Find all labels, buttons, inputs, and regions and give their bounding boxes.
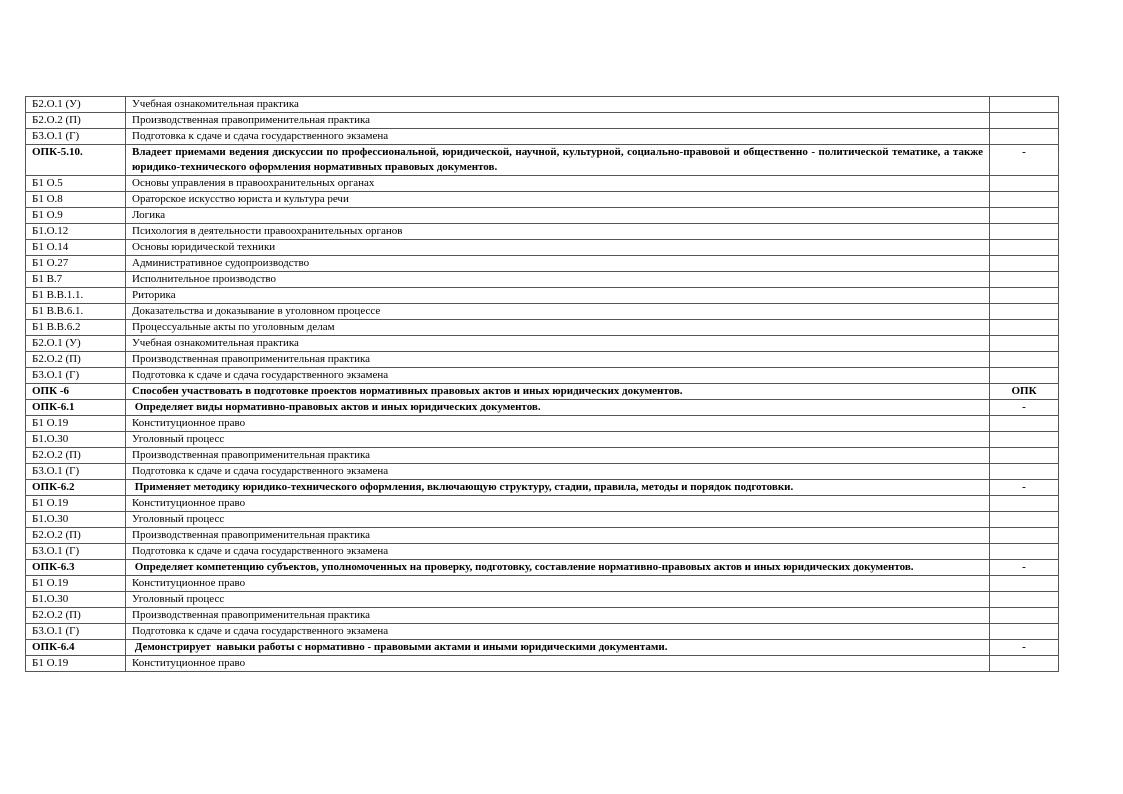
discipline-name: Производственная правоприменительная практика bbox=[126, 113, 990, 129]
competency-code: ОПК -6 bbox=[26, 384, 126, 400]
competency-mark: - bbox=[990, 640, 1059, 656]
discipline-name: Конституционное право bbox=[126, 496, 990, 512]
discipline-code: Б1 В.7 bbox=[26, 272, 126, 288]
competency-row bbox=[26, 400, 1059, 416]
discipline-code: Б2.О.2 (П) bbox=[26, 352, 126, 368]
discipline-row bbox=[26, 129, 1059, 145]
discipline-row bbox=[26, 368, 1059, 384]
discipline-name: Конституционное право bbox=[126, 576, 990, 592]
discipline-row bbox=[26, 320, 1059, 336]
discipline-row bbox=[26, 464, 1059, 480]
discipline-code: Б1 О.19 bbox=[26, 496, 126, 512]
discipline-name: Конституционное право bbox=[126, 416, 990, 432]
discipline-row bbox=[26, 592, 1059, 608]
discipline-code: Б1.О.30 bbox=[26, 432, 126, 448]
discipline-row bbox=[26, 576, 1059, 592]
discipline-row bbox=[26, 240, 1059, 256]
discipline-code: Б1 О.5 bbox=[26, 176, 126, 192]
competency-mark bbox=[990, 528, 1059, 544]
competency-mark bbox=[990, 624, 1059, 640]
discipline-name: Производственная правоприменительная практика bbox=[126, 528, 990, 544]
competency-description: Владеет приемами ведения дискуссии по профессиональной, юридической, научной, культурной, социально-правовой и общественно - политической тематике, а также юридико-технического оформления нормативных правовых документов. bbox=[126, 145, 990, 176]
competency-mark bbox=[990, 208, 1059, 224]
discipline-name: Подготовка к сдаче и сдача государственного экзамена bbox=[126, 624, 990, 640]
discipline-name: Подготовка к сдаче и сдача государственного экзамена bbox=[126, 129, 990, 145]
competency-mark bbox=[990, 320, 1059, 336]
competency-mark bbox=[990, 192, 1059, 208]
competency-row bbox=[26, 640, 1059, 656]
discipline-code: Б2.О.2 (П) bbox=[26, 113, 126, 129]
competency-mark bbox=[990, 608, 1059, 624]
competency-row bbox=[26, 560, 1059, 576]
discipline-name: Административное судопроизводство bbox=[126, 256, 990, 272]
discipline-row bbox=[26, 97, 1059, 113]
discipline-code: Б1.О.30 bbox=[26, 512, 126, 528]
competency-mark: - bbox=[990, 480, 1059, 496]
discipline-code: Б1 В.В.1.1. bbox=[26, 288, 126, 304]
discipline-code: Б1.О.30 bbox=[26, 592, 126, 608]
discipline-row bbox=[26, 416, 1059, 432]
competency-row bbox=[26, 145, 1059, 176]
discipline-code: Б1.О.12 bbox=[26, 224, 126, 240]
discipline-name: Учебная ознакомительная практика bbox=[126, 97, 990, 113]
discipline-row bbox=[26, 304, 1059, 320]
discipline-row bbox=[26, 496, 1059, 512]
discipline-name: Ораторское искусство юриста и культура речи bbox=[126, 192, 990, 208]
discipline-code: Б3.О.1 (Г) bbox=[26, 544, 126, 560]
competency-code: ОПК-6.1 bbox=[26, 400, 126, 416]
discipline-name: Уголовный процесс bbox=[126, 592, 990, 608]
discipline-code: Б3.О.1 (Г) bbox=[26, 368, 126, 384]
discipline-code: Б1 О.8 bbox=[26, 192, 126, 208]
competency-mark bbox=[990, 416, 1059, 432]
competency-description: Определяет виды нормативно-правовых актов и иных юридических документов. bbox=[126, 400, 990, 416]
discipline-code: Б1 О.19 bbox=[26, 576, 126, 592]
discipline-code: Б2.О.2 (П) bbox=[26, 448, 126, 464]
discipline-name: Логика bbox=[126, 208, 990, 224]
discipline-row bbox=[26, 208, 1059, 224]
discipline-name: Производственная правоприменительная практика bbox=[126, 352, 990, 368]
competency-mark: - bbox=[990, 400, 1059, 416]
discipline-row bbox=[26, 432, 1059, 448]
competency-mark bbox=[990, 512, 1059, 528]
discipline-row bbox=[26, 544, 1059, 560]
competency-mark bbox=[990, 129, 1059, 145]
discipline-code: Б2.О.1 (У) bbox=[26, 336, 126, 352]
competency-mark bbox=[990, 464, 1059, 480]
competency-mark bbox=[990, 544, 1059, 560]
competency-mark bbox=[990, 240, 1059, 256]
competency-description: Демонстрирует навыки работы с нормативно - правовыми актами и иными юридическими документами. bbox=[126, 640, 990, 656]
discipline-name: Психология в деятельности правоохранительных органов bbox=[126, 224, 990, 240]
competency-mark: - bbox=[990, 560, 1059, 576]
competency-code: ОПК-6.2 bbox=[26, 480, 126, 496]
discipline-row bbox=[26, 352, 1059, 368]
discipline-row bbox=[26, 656, 1059, 672]
discipline-name: Подготовка к сдаче и сдача государственного экзамена bbox=[126, 368, 990, 384]
discipline-code: Б3.О.1 (Г) bbox=[26, 464, 126, 480]
discipline-name: Уголовный процесс bbox=[126, 512, 990, 528]
competency-mark bbox=[990, 352, 1059, 368]
discipline-row bbox=[26, 608, 1059, 624]
competency-mark bbox=[990, 176, 1059, 192]
discipline-name: Основы юридической техники bbox=[126, 240, 990, 256]
discipline-code: Б1 О.27 bbox=[26, 256, 126, 272]
discipline-name: Производственная правоприменительная практика bbox=[126, 608, 990, 624]
discipline-row bbox=[26, 512, 1059, 528]
discipline-row bbox=[26, 192, 1059, 208]
discipline-row bbox=[26, 336, 1059, 352]
competency-description: Способен участвовать в подготовке проектов нормативных правовых актов и иных юридических документов. bbox=[126, 384, 990, 400]
discipline-row bbox=[26, 256, 1059, 272]
discipline-code: Б2.О.2 (П) bbox=[26, 528, 126, 544]
discipline-row bbox=[26, 113, 1059, 129]
discipline-name: Учебная ознакомительная практика bbox=[126, 336, 990, 352]
competency-mark bbox=[990, 113, 1059, 129]
discipline-name: Исполнительное производство bbox=[126, 272, 990, 288]
discipline-row bbox=[26, 528, 1059, 544]
competency-mark: ОПК bbox=[990, 384, 1059, 400]
discipline-name: Подготовка к сдаче и сдача государственного экзамена bbox=[126, 464, 990, 480]
discipline-code: Б2.О.1 (У) bbox=[26, 97, 126, 113]
discipline-row bbox=[26, 224, 1059, 240]
competency-mark bbox=[990, 592, 1059, 608]
discipline-name: Доказательства и доказывание в уголовном процессе bbox=[126, 304, 990, 320]
discipline-code: Б2.О.2 (П) bbox=[26, 608, 126, 624]
competency-mark bbox=[990, 448, 1059, 464]
competency-table-body bbox=[26, 97, 1059, 672]
discipline-code: Б1 О.14 bbox=[26, 240, 126, 256]
discipline-name: Конституционное право bbox=[126, 656, 990, 672]
competency-mark bbox=[990, 97, 1059, 113]
discipline-name: Подготовка к сдаче и сдача государственного экзамена bbox=[126, 544, 990, 560]
competency-mark bbox=[990, 336, 1059, 352]
discipline-row bbox=[26, 448, 1059, 464]
discipline-code: Б1 О.19 bbox=[26, 416, 126, 432]
discipline-code: Б1 В.В.6.2 bbox=[26, 320, 126, 336]
competency-mark bbox=[990, 256, 1059, 272]
competency-mark bbox=[990, 224, 1059, 240]
competency-mark bbox=[990, 272, 1059, 288]
competency-mark bbox=[990, 368, 1059, 384]
discipline-code: Б1 В.В.6.1. bbox=[26, 304, 126, 320]
competency-row bbox=[26, 384, 1059, 400]
discipline-name: Процессуальные акты по уголовным делам bbox=[126, 320, 990, 336]
competency-description: Применяет методику юридико-технического оформления, включающую структуру, стадии, правила, методы и порядок подготовки. bbox=[126, 480, 990, 496]
discipline-code: Б1 О.9 bbox=[26, 208, 126, 224]
competency-row bbox=[26, 480, 1059, 496]
competency-mark bbox=[990, 432, 1059, 448]
competency-mark bbox=[990, 656, 1059, 672]
competency-table bbox=[25, 96, 1059, 672]
discipline-row bbox=[26, 272, 1059, 288]
competency-code: ОПК-5.10. bbox=[26, 145, 126, 176]
discipline-name: Производственная правоприменительная практика bbox=[126, 448, 990, 464]
discipline-row bbox=[26, 624, 1059, 640]
discipline-code: Б1 О.19 bbox=[26, 656, 126, 672]
discipline-code: Б3.О.1 (Г) bbox=[26, 624, 126, 640]
competency-mark bbox=[990, 496, 1059, 512]
discipline-code: Б3.О.1 (Г) bbox=[26, 129, 126, 145]
discipline-row bbox=[26, 288, 1059, 304]
competency-mark bbox=[990, 288, 1059, 304]
discipline-name: Основы управления в правоохранительных органах bbox=[126, 176, 990, 192]
competency-code: ОПК-6.4 bbox=[26, 640, 126, 656]
competency-mark bbox=[990, 304, 1059, 320]
discipline-name: Уголовный процесс bbox=[126, 432, 990, 448]
competency-code: ОПК-6.3 bbox=[26, 560, 126, 576]
competency-mark bbox=[990, 576, 1059, 592]
competency-mark: - bbox=[990, 145, 1059, 176]
competency-description: Определяет компетенцию субъектов, уполномоченных на проверку, подготовку, составление нормативно-правовых актов и иных юридических документов. bbox=[126, 560, 990, 576]
discipline-row bbox=[26, 176, 1059, 192]
discipline-name: Риторика bbox=[126, 288, 990, 304]
